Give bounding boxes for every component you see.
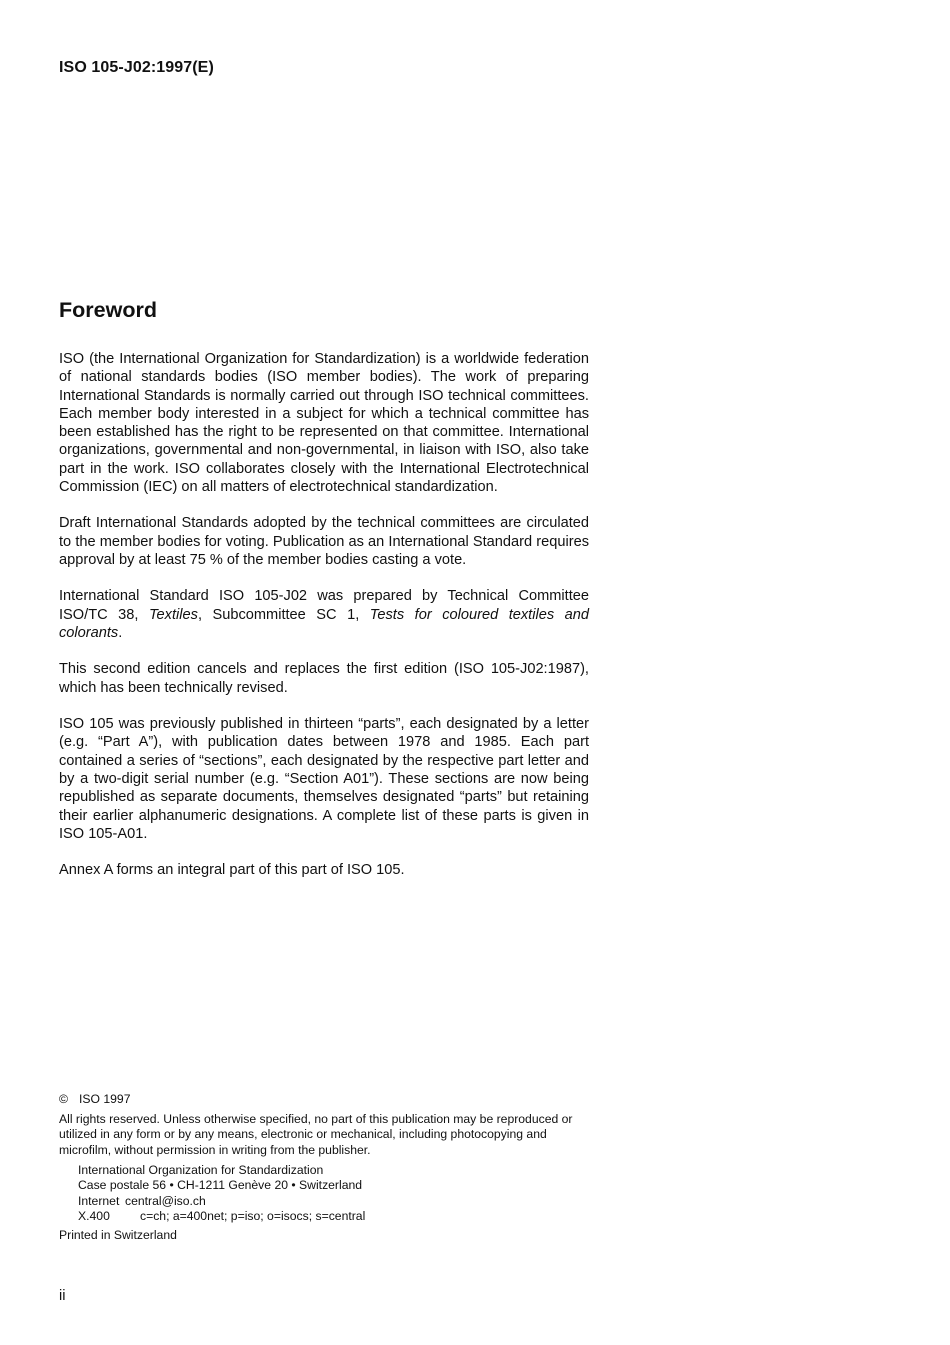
copyright-notice	[59, 1092, 131, 1107]
address-org: International Organization for Standardization	[78, 1163, 324, 1177]
page-number: ii	[59, 1288, 66, 1304]
internet-label: Internet	[78, 1193, 120, 1208]
rights-statement: All rights reserved. Unless otherwise specified, no part of this publication may be reproduced or utilized in any form or by any means, electronic or mechanical, including photocopying and microfilm, without permission in writing from the publisher.	[59, 1112, 573, 1157]
foreword-paragraph-1: ISO (the International Organization for Standardization) is a worldwide federation of national standards bodies (ISO member bodies). The work of preparing International Standards is normally carried out through ISO technical committees. Each member body interested in a subject for which a technical committee has been established has the right to be represented on that committee. International organizations, governmental and non-governmental, in liaison with ISO, also take part in the work. ISO collaborates closely with the International Electrotechnical Commission (IEC) on all matters of electrotechnical standardization.	[59, 351, 589, 496]
p3-text-2: , Subcommittee SC 1,	[197, 606, 370, 623]
x400-value: c=ch; a=400net; p=iso; o=isocs; s=central	[140, 1208, 366, 1223]
printed-in: Printed in Switzerland	[59, 1228, 177, 1242]
foreword-body	[59, 350, 589, 880]
p3-italic-subcommittee-title: Tests for coloured textiles and colorants	[59, 606, 589, 642]
internet-value: central@iso.ch	[125, 1193, 206, 1208]
publisher-address	[78, 1163, 365, 1224]
x400-label: X.400	[78, 1208, 110, 1223]
foreword-paragraph-5: ISO 105 was previously published in thirteen “parts”, each designated by a letter (e.g. “Part A”), with publication dates between 1978 and 1985. Each part contained a series of “sections”, each designated by the respective part letter and by a two-digit serial number (e.g. “Section A01”). These sections are now being republished as separate documents, themselves designated “parts” but retaining their earlier alphanumeric designations. A complete list of these parts is given in ISO 105-A01.	[59, 716, 589, 842]
address-internet	[78, 1194, 365, 1209]
address-x400	[78, 1209, 365, 1224]
copyright-icon: ©	[59, 1092, 68, 1106]
page-title: Foreword	[59, 298, 157, 322]
foreword-paragraph-3	[59, 587, 589, 642]
foreword-paragraph-6: Annex A forms an integral part of this part of ISO 105.	[59, 862, 405, 879]
foreword-paragraph-4: This second edition cancels and replaces the first edition (ISO 105-J02:1987), which has been technically revised.	[59, 661, 589, 696]
copyright-year: ISO 1997	[79, 1092, 131, 1106]
p3-text-3: .	[118, 625, 123, 642]
document-code-header: ISO 105-J02:1997(E)	[59, 59, 214, 76]
p3-italic-textiles: Textiles	[148, 606, 198, 623]
p3-text-1: International Standard ISO 105-J02 was prepared by Technical Committee ISO/TC 38,	[59, 588, 589, 623]
address-postal: Case postale 56 • CH-1211 Genève 20 • Switzerland	[78, 1178, 363, 1193]
foreword-paragraph-2: Draft International Standards adopted by the technical committees are circulated to the member bodies for voting. Publication as an International Standard requires approval by at least 75 % of the member bodies casting a vote.	[59, 515, 589, 569]
